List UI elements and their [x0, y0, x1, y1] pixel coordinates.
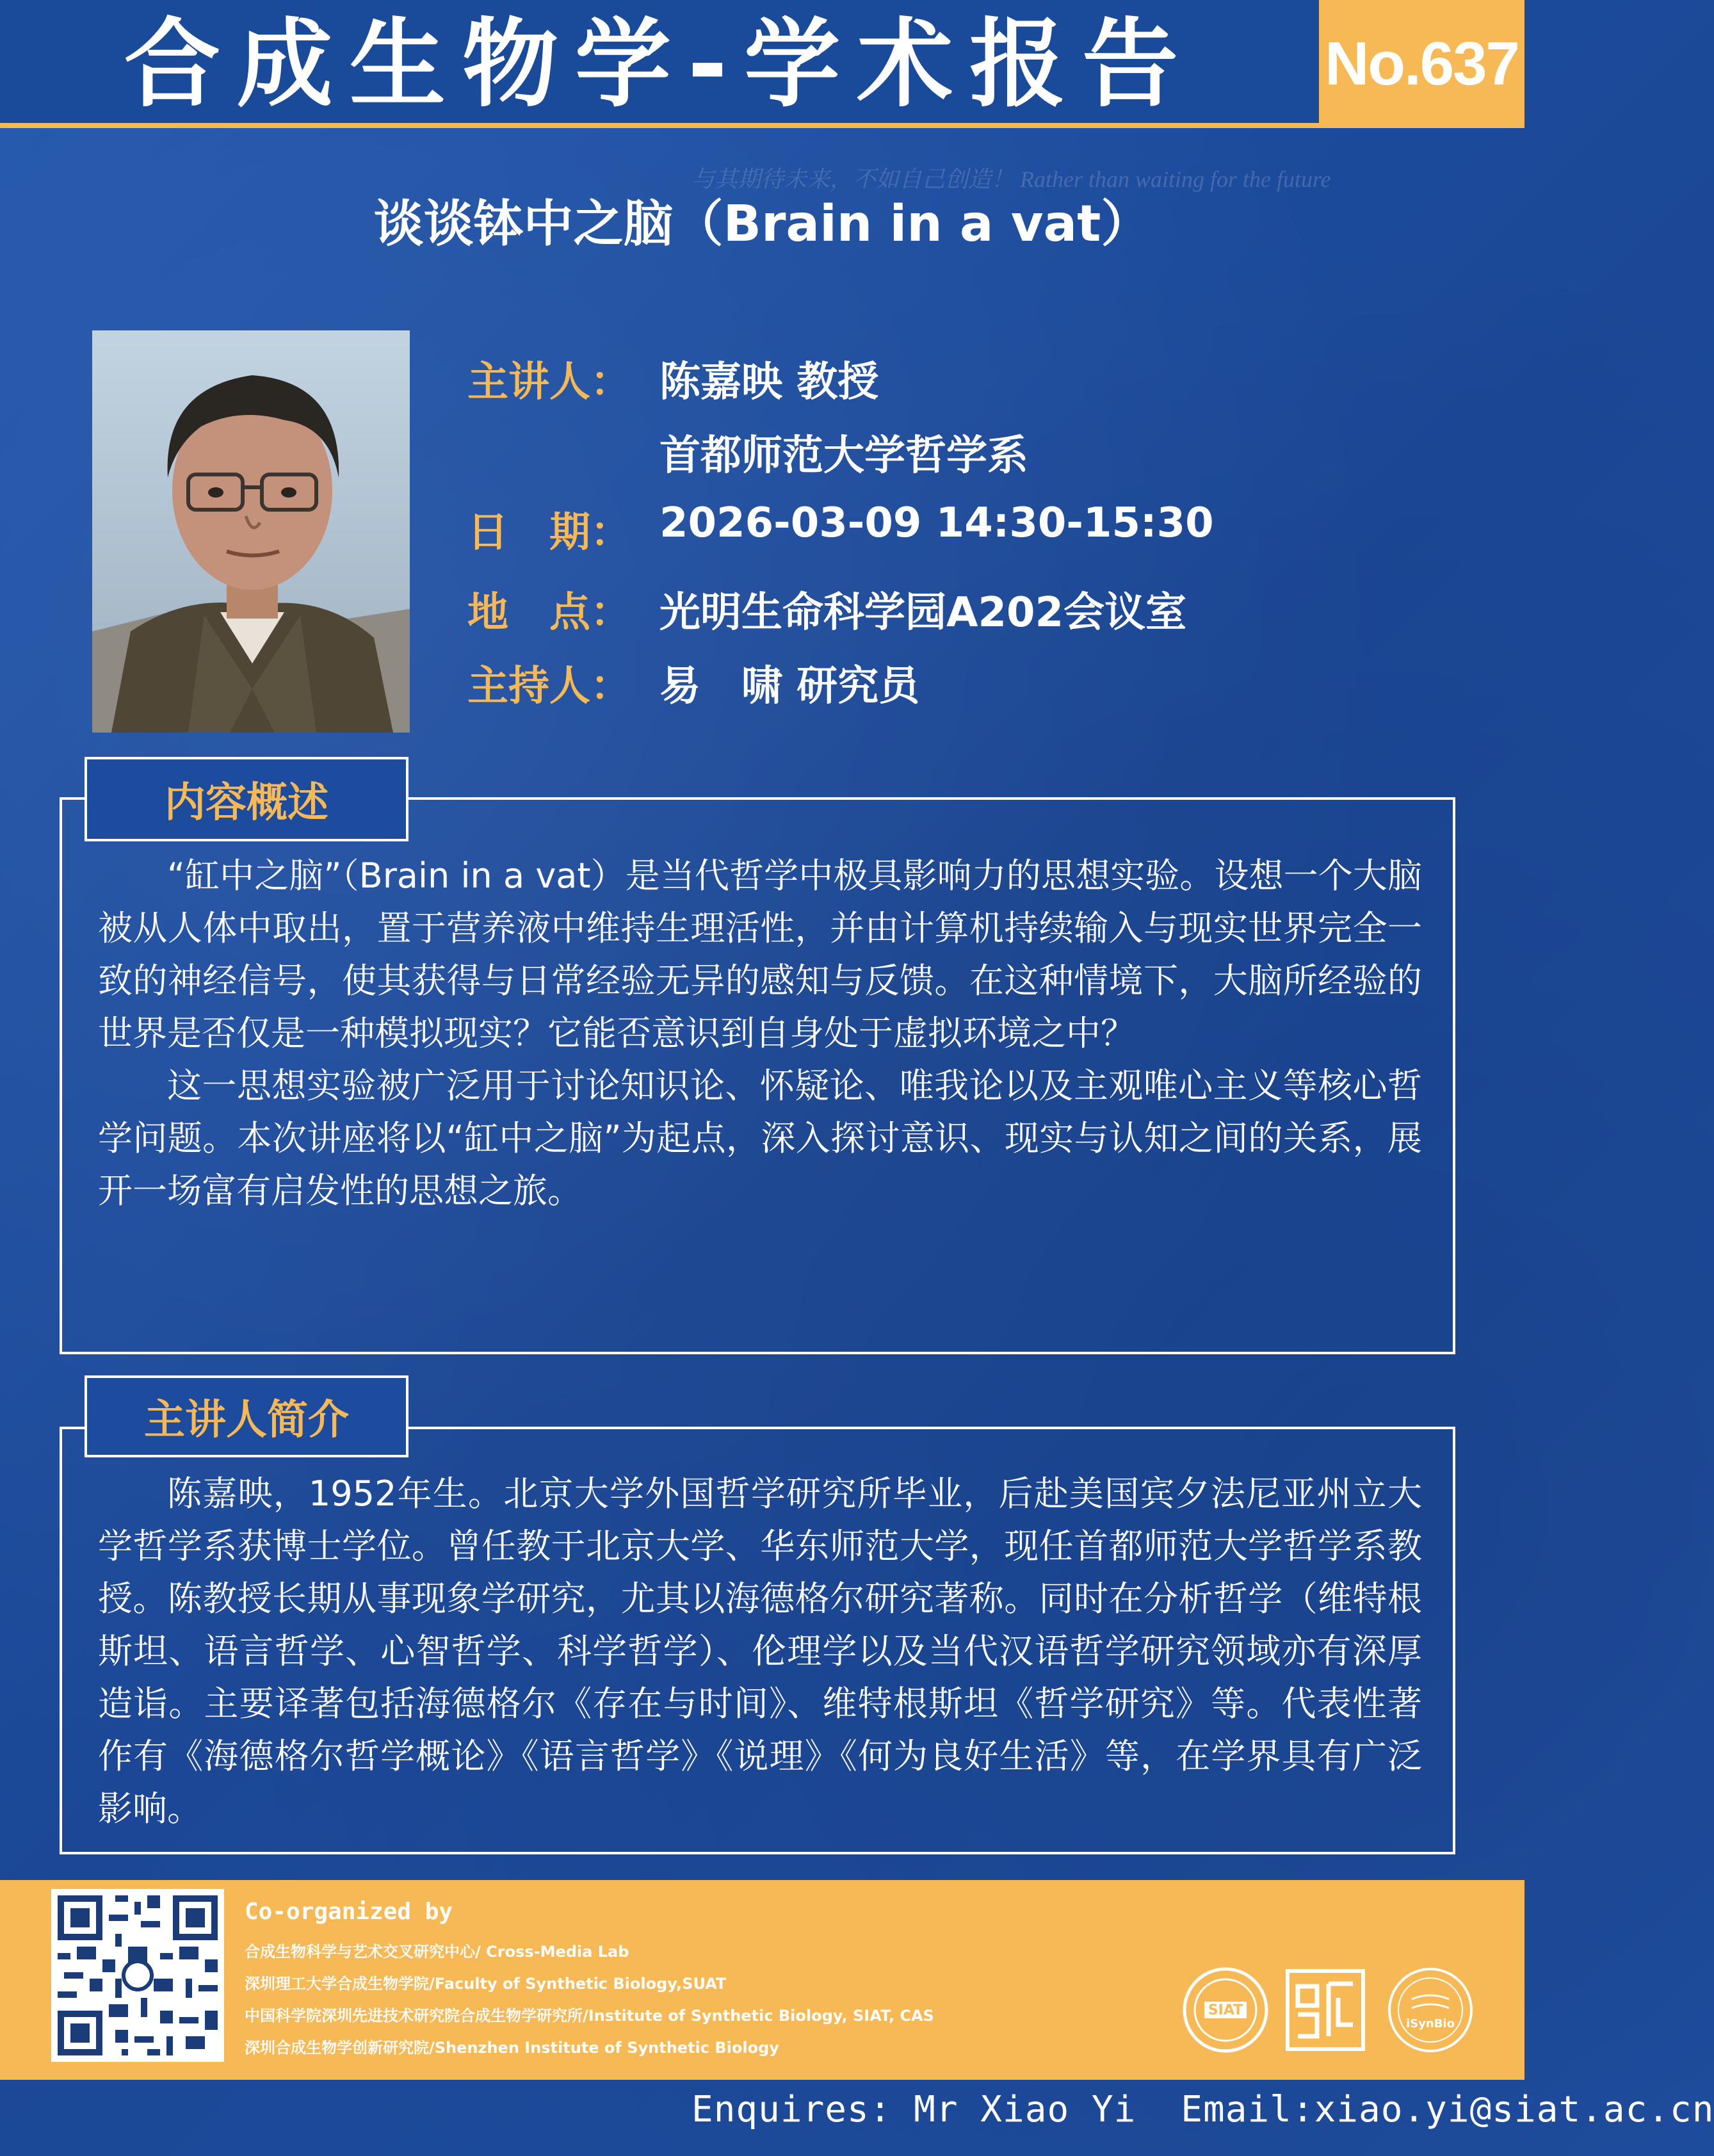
speaker-name: 陈嘉映 教授: [659, 359, 879, 406]
organizer-line: 中国科学院深圳先进技术研究院合成生物学研究所/Institute of Synthetic Biology, SIAT, CAS: [245, 2007, 934, 2025]
talk-title: 谈谈钵中之脑（Brain in a vat）: [373, 195, 1151, 253]
date-value: 2026-03-09 14:30-15:30: [659, 499, 1214, 547]
email-text[interactable]: Email:xiao.yi@siat.ac.cn: [1181, 2089, 1714, 2130]
summary-paragraph-2: 这一思想实验被广泛用于讨论知识论、怀疑论、唯我论以及主观唯心主义等核心哲学问题。本次讲座将以“缸中之脑”为起点，深入探讨意识、现实与认知之间的关系，展开一场富有启发性的思想之旅。: [98, 1066, 1422, 1211]
bio-heading: 主讲人简介: [85, 1375, 408, 1457]
speaker-photo: [92, 330, 410, 733]
bio-body: [98, 1468, 1422, 1835]
isynbio-logo: [1386, 1966, 1475, 2054]
issue-badge: No.637: [1319, 0, 1524, 128]
isynbio-logo-text: iSynBio: [1406, 2017, 1455, 2030]
bio-paragraph-1: 陈嘉映，1952年生。北京大学外国哲学研究所毕业，后赴美国宾夕法尼亚州立大学哲学系获博士学位。曾任教于北京大学、华东师范大学，现任首都师范大学哲学系教授。陈教授长期从事现象学研究，尤其以海德格尔研究著称。同时在分析哲学（维特根斯坦、语言哲学、心智哲学、科学哲学）、伦理学以及当代汉语哲学研究领域亦有深厚造诣。主要译著包括海德格尔《存在与时间》、维特根斯坦《哲学研究》等。代表性著作有《海德格尔哲学概论》《语言哲学》《说理》《何为良好生活》等，在学界具有广泛影响。: [98, 1473, 1422, 1829]
organizer-line: 深圳合成生物学创新研究院/Shenzhen Institute of Synthetic Biology: [245, 2039, 779, 2057]
summary-paragraph-1: “缸中之脑”（Brain in a vat）是当代哲学中极具影响力的思想实验。设想一个大脑被从人体中取出，置于营养液中维持生理活性，并由计算机持续输入与现实世界完全一致的神经信号，使其获得与日常经验无异的感知与反馈。在这种情境下，大脑所经验的世界是否仅是一种模拟现实？它能否意识到自身处于虚拟环境之中？: [98, 855, 1422, 1053]
series-title: 合成生物学-学术报告: [124, 9, 1195, 120]
summary-heading: 内容概述: [85, 757, 408, 841]
speaker-label: 主讲人：: [467, 359, 631, 406]
date-label: 日 期：: [467, 509, 631, 556]
motto-watermark: 与其期待未来，不如自己创造！ Rather than waiting for the future: [691, 166, 1331, 192]
suat-logo: [1284, 1967, 1367, 2053]
organizer-line: 合成生物科学与艺术交叉研究中心/ Cross-Media Lab: [245, 1943, 629, 1961]
place-label: 地 点：: [467, 589, 631, 636]
summary-body: [98, 850, 1422, 1217]
siat-logo: [1181, 1966, 1270, 2054]
enquiries-text: Enquires: Mr Xiao Yi: [691, 2089, 1136, 2130]
contact-line: [691, 2089, 1714, 2130]
coorganizer-title: Co-organized by: [245, 1899, 453, 1925]
place-value: 光明生命科学园A202会议室: [659, 589, 1187, 636]
host-label: 主持人：: [467, 663, 631, 710]
qr-code-icon[interactable]: [51, 1889, 224, 2062]
bio-box: [60, 1427, 1455, 1854]
siat-logo-text: SIAT: [1208, 2002, 1243, 2018]
organizer-line: 深圳理工大学合成生物学院/Faculty of Synthetic Biology,SUAT: [245, 1975, 727, 1993]
speaker-affiliation: 首都师范大学哲学系: [659, 432, 1028, 480]
summary-box: [60, 797, 1455, 1354]
host-value: 易 啸 研究员: [659, 663, 920, 710]
speaker-portrait-icon: [92, 330, 410, 733]
header-underline: [0, 123, 1319, 128]
